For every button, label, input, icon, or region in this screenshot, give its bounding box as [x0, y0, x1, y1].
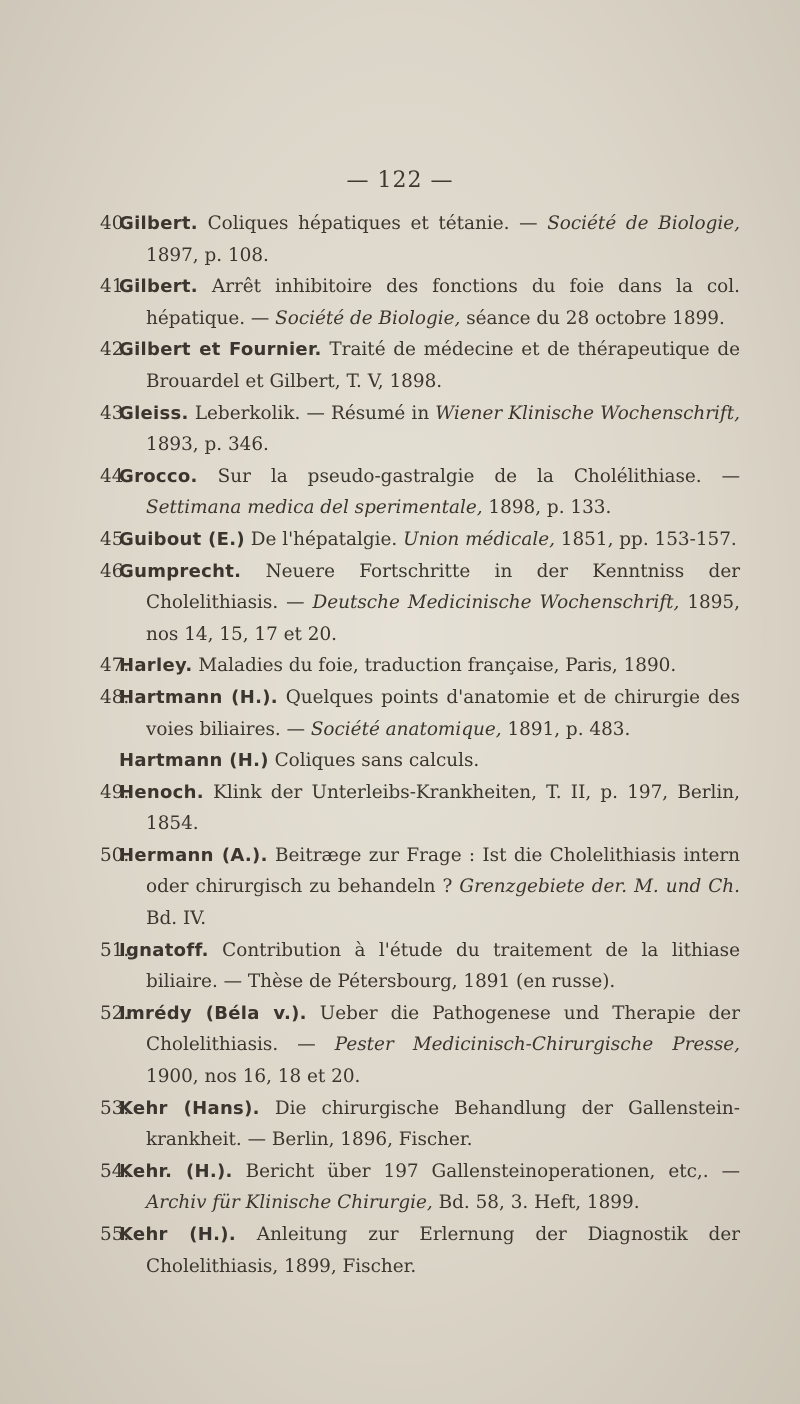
page-number: — 122 —	[346, 168, 454, 193]
entry-details: séance du 28 octobre 1899.	[460, 307, 725, 329]
entry-details: Bd. 58, 3. Heft, 1899.	[432, 1192, 640, 1214]
entry-number: 48 .	[100, 682, 127, 714]
entry-details: 1900, nos 16, 18 et 20.	[146, 1066, 361, 1088]
entry-journal: Société anatomique,	[310, 718, 502, 740]
reference-entry	[100, 682, 740, 745]
reference-list	[100, 208, 740, 1282]
entry-journal: Settimana medica del sperimentale,	[146, 497, 483, 519]
reference-entry	[100, 271, 740, 334]
entry-number: 55 .	[100, 1219, 127, 1251]
entry-journal: Union médicale,	[403, 528, 555, 550]
entry-text: Beitræge zur Frage : Ist die Cholelithiasis intern oder chirurgisch zu behandeln ?	[146, 844, 740, 898]
entry-journal: Pester Medicinisch-Chirurgische Presse,	[334, 1034, 740, 1056]
entry-journal: Société de Biologie,	[275, 307, 461, 329]
entry-number: 50 .	[100, 840, 127, 872]
entry-author: Kehr. (H.).	[119, 1160, 233, 1182]
entry-author: Henoch.	[119, 781, 204, 803]
entry-author: Gilbert.	[119, 276, 198, 298]
entry-number: 54 .	[100, 1156, 127, 1188]
entry-details: 1897, p. 108.	[146, 244, 269, 266]
entry-text: Anleitung zur Erlernung der Diagnostik der Cholelithiasis, 1899, Fischer.	[146, 1224, 740, 1277]
entry-number: 42 .	[100, 334, 127, 366]
entry-author: Imrédy (Béla v.).	[119, 1002, 307, 1024]
entry-text: Coliques sans calculs.	[268, 750, 480, 772]
entry-number: 53 .	[100, 1093, 127, 1125]
entry-text: Coliques hépatiques et tétanie. —	[197, 213, 548, 234]
entry-author: Gilbert.	[119, 213, 198, 234]
entry-details: 1891, p. 483.	[501, 718, 631, 740]
entry-number: 49 .	[100, 777, 127, 809]
entry-number: 45 .	[100, 524, 127, 556]
reference-entry	[100, 777, 740, 840]
entry-author: Ignatoff.	[119, 939, 209, 961]
entry-details: 1895, nos 14, 15, 17 et 20.	[146, 592, 740, 645]
entry-journal: Wiener Klinische Wochenschrift,	[435, 402, 740, 424]
entry-details: 1893, p. 346.	[146, 434, 269, 456]
entry-author: Gilbert et Fournier.	[119, 339, 322, 361]
reference-entry	[100, 1093, 740, 1156]
reference-entry	[100, 1156, 740, 1219]
reference-entry	[100, 556, 740, 651]
reference-entry	[100, 840, 740, 935]
entry-author: Grocco.	[119, 465, 198, 487]
entry-text: Ueber die Pathogenese und Therapie der Cholelithiasis. —	[146, 1002, 740, 1056]
entry-details: 1898, p. 133.	[482, 497, 612, 519]
reference-entry	[100, 398, 740, 461]
entry-author: Gleiss.	[119, 402, 189, 424]
entry-text: Quelques points d'anatomie et de chirurgie des voies biliaires. —	[146, 686, 740, 740]
entry-author: Hermann (A.).	[119, 844, 268, 866]
entry-number: 46 .	[100, 556, 127, 588]
entry-author: Hartmann (H.).	[119, 686, 278, 708]
entry-text: Klink der Unterleibs-Krankheiten, T. II, p. 197, Berlin, 1854.	[146, 781, 740, 835]
entry-text: Arrêt inhibitoire des fonctions du foie dans la col. hépatique. —	[146, 276, 740, 329]
entry-number: 40 .	[100, 208, 127, 240]
entry-author: Hartmann (H.)	[119, 750, 269, 772]
entry-text: Bericht über 197 Gallensteinoperationen, etc,. —	[232, 1160, 740, 1182]
entry-number: 43 .	[100, 398, 127, 430]
entry-text: Neuere Fortschritte in der Kenntniss der Cholelithiasis. —	[146, 560, 740, 614]
entry-number: 47 .	[100, 650, 127, 682]
entry-text: Die chirurgische Behandlung der Gallenstein-krankheit. — Berlin, 1896, Fischer.	[146, 1097, 740, 1151]
entry-author: Kehr (H.).	[119, 1224, 236, 1245]
entry-number: 51 .	[100, 935, 127, 967]
entry-number: 52 .	[100, 998, 127, 1030]
reference-entry	[100, 650, 740, 682]
entry-text: Sur la pseudo-gastralgie de la Cholélithiase. —	[197, 465, 740, 487]
reference-entry	[100, 334, 740, 397]
entry-author: Harley.	[119, 655, 193, 677]
entry-details: Bd. IV.	[146, 908, 207, 930]
reference-entry	[100, 1219, 740, 1282]
entry-journal: Grenzgebiete der. M. und Ch.	[459, 876, 740, 898]
entry-journal: Archiv für Klinische Chirurgie,	[146, 1192, 433, 1214]
reference-entry	[100, 935, 740, 998]
entry-journal: Deutsche Medicinische Wochenschrift,	[312, 592, 680, 614]
entry-number: 44 .	[100, 461, 127, 493]
entry-author: Guibout (E.)	[119, 528, 245, 550]
reference-entry	[100, 461, 740, 524]
entry-author: Gumprecht.	[119, 560, 242, 582]
entry-journal: Société de Biologie,	[547, 213, 740, 234]
reference-entry	[100, 745, 740, 777]
entry-text: Traité de médecine et de thérapeutique de Brouardel et Gilbert, T. V, 1898.	[146, 339, 740, 392]
entry-details: 1851, pp. 153-157.	[554, 528, 737, 550]
entry-text: Maladies du foie, traduction française, Paris, 1890.	[192, 655, 677, 677]
entry-text: Contribution à l'étude du traitement de la lithiase biliaire. — Thèse de Pétersbourg, 1891 (en russe).	[146, 939, 740, 993]
reference-entry	[100, 524, 740, 556]
entry-text: De l'hépatalgie.	[244, 528, 404, 550]
entry-author: Kehr (Hans).	[119, 1097, 260, 1119]
entry-text: Leberkolik. — Résumé in	[188, 402, 436, 424]
reference-entry	[100, 998, 740, 1093]
reference-entry	[100, 208, 740, 271]
entry-number: 41 .	[100, 271, 127, 303]
